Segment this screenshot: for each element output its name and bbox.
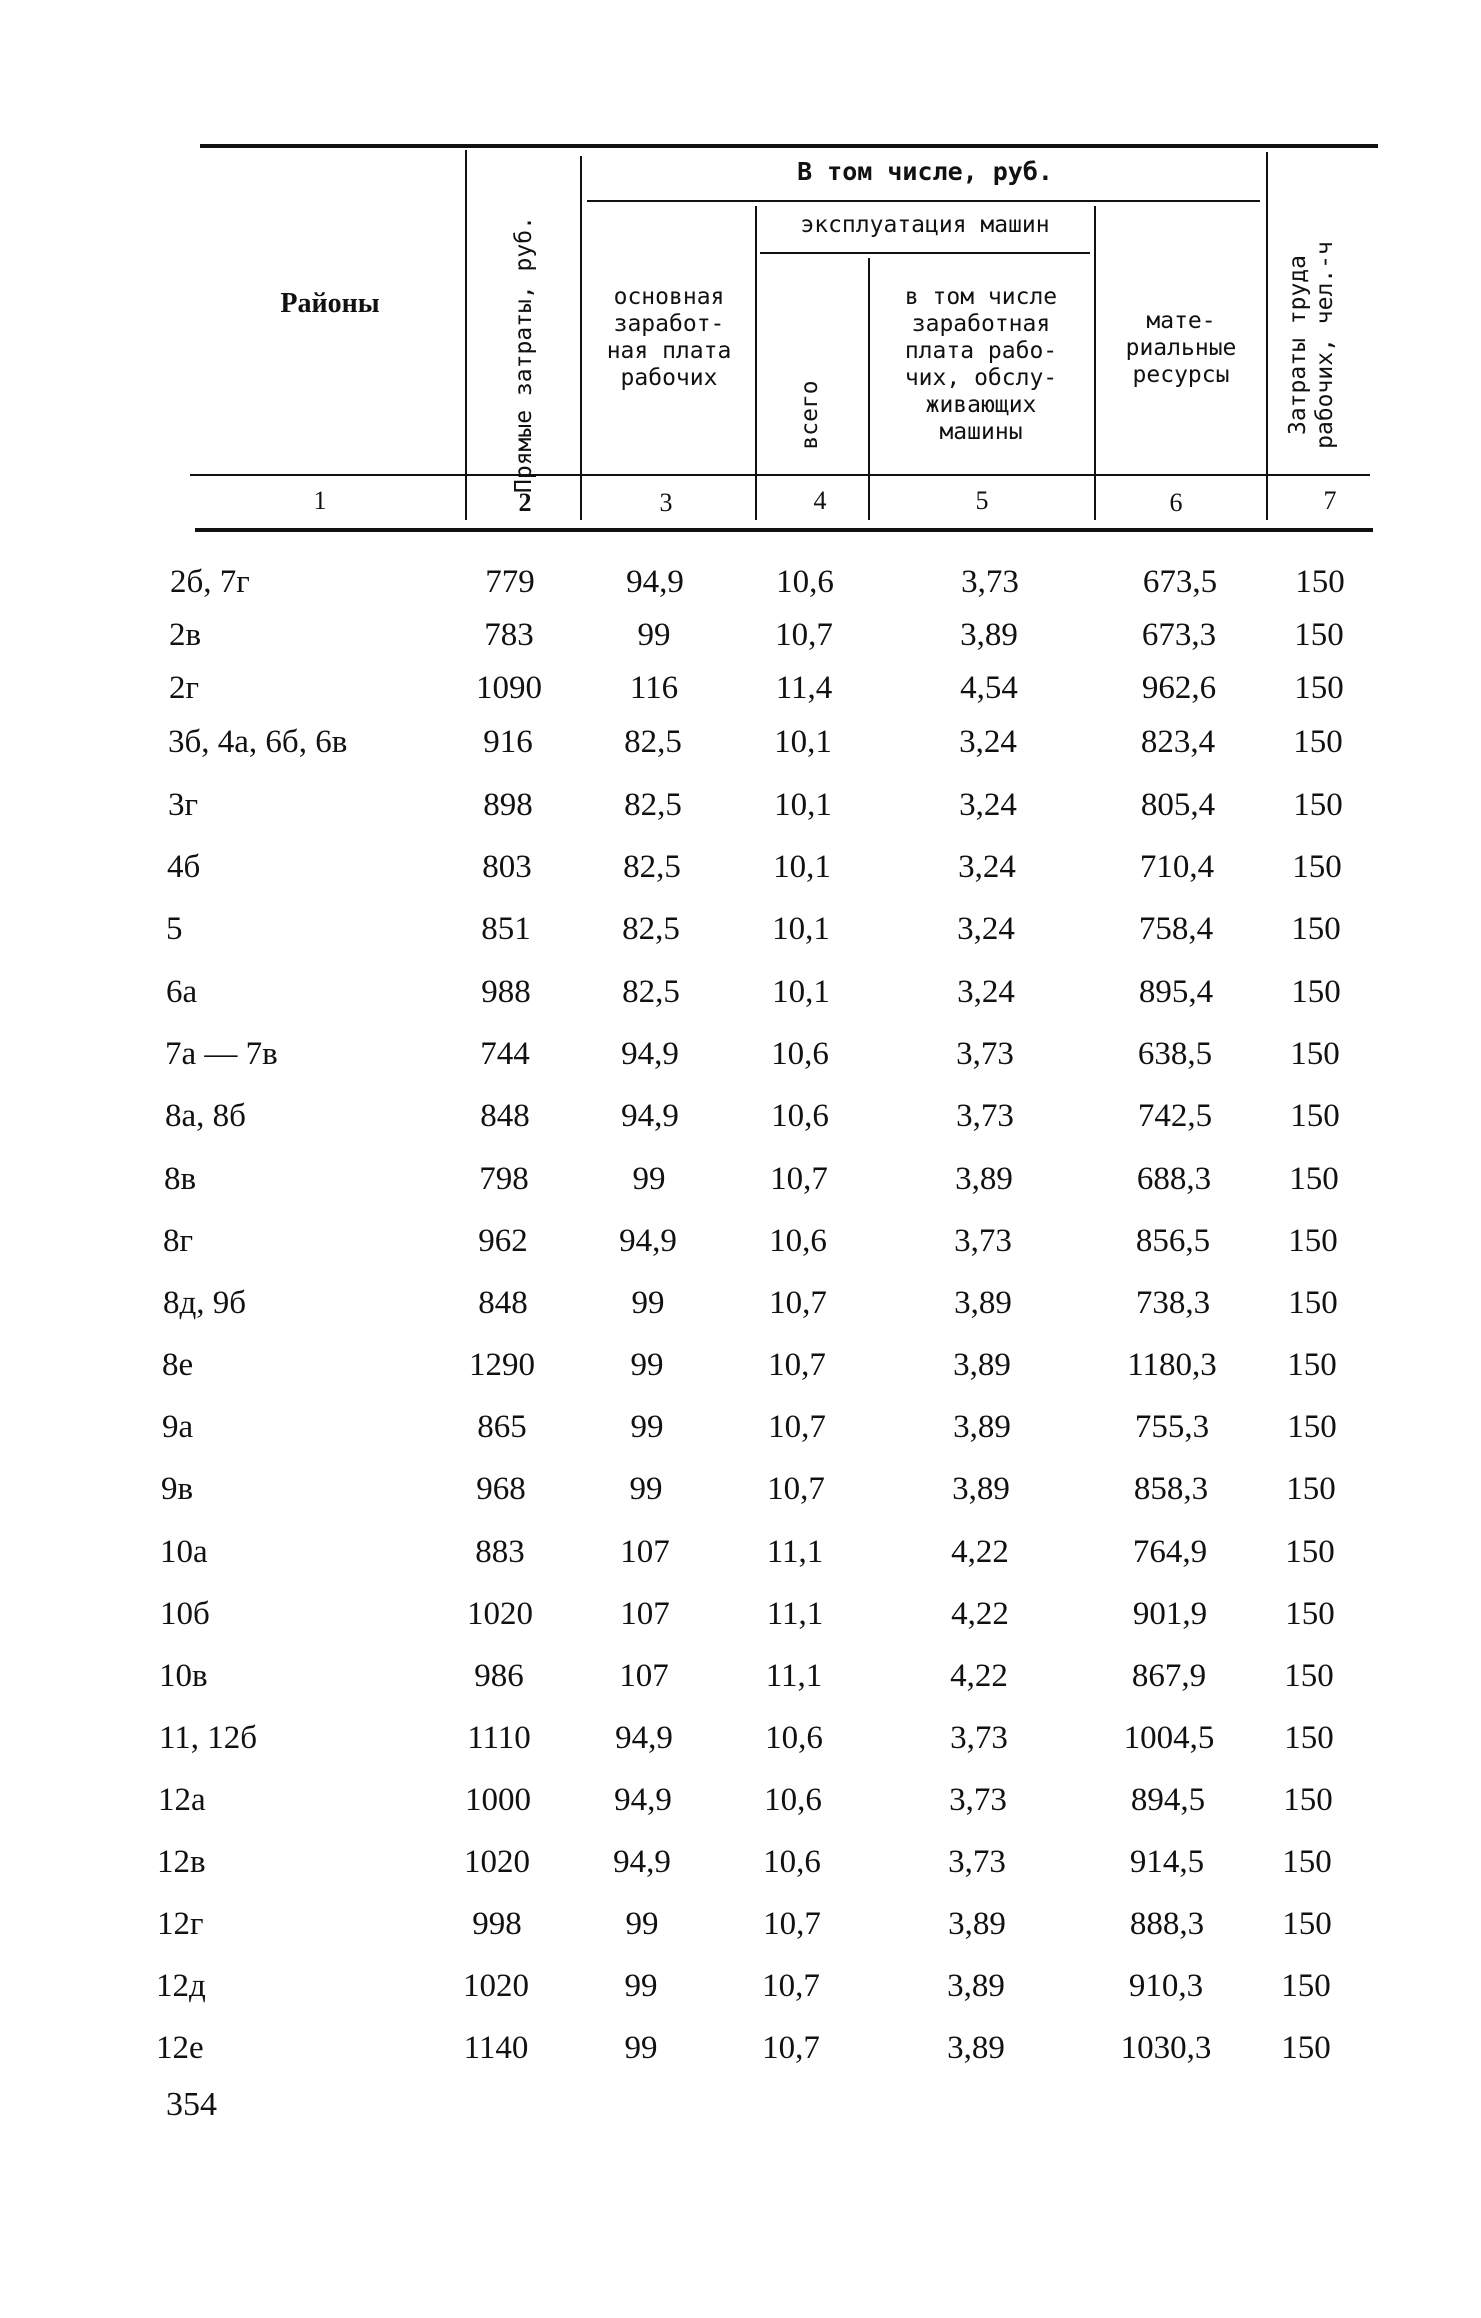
- cell-basic-wage: 99: [624, 1968, 658, 2004]
- cell-direct-costs: 744: [480, 1036, 530, 1072]
- cell-direct-costs: 1110: [467, 1720, 531, 1756]
- cell-machines-total: 10,7: [770, 1161, 828, 1197]
- cell-materials: 867,9: [1131, 1658, 1207, 1694]
- cell-basic-wage: 94,9: [613, 1844, 671, 1880]
- cell-materials: 856,5: [1135, 1223, 1211, 1259]
- header-including-group: В том числе, руб.: [797, 157, 1053, 186]
- cell-machines-wage: 3,89: [948, 1906, 1006, 1942]
- cell-basic-wage: 82,5: [622, 974, 680, 1010]
- cell-basic-wage: 107: [619, 1658, 669, 1694]
- cell-basic-wage: 94,9: [614, 1782, 672, 1818]
- cell-materials: 914,5: [1129, 1844, 1205, 1880]
- header-machines-wage-line: заработная: [911, 311, 1051, 337]
- cell-labor: 150: [1284, 1720, 1334, 1756]
- cell-machines-wage: 4,22: [951, 1534, 1009, 1570]
- cell-region: 10в: [159, 1658, 208, 1694]
- cell-machines-wage: 3,73: [956, 1036, 1014, 1072]
- cell-direct-costs: 998: [472, 1906, 522, 1942]
- cell-basic-wage: 99: [629, 1471, 663, 1507]
- header-divider-materials: [1094, 206, 1096, 520]
- cell-basic-wage: 94,9: [619, 1223, 677, 1259]
- header-basic-wage-line: рабочих: [620, 365, 718, 391]
- cell-materials: 742,5: [1137, 1098, 1213, 1134]
- cell-direct-costs: 898: [483, 787, 533, 823]
- cell-basic-wage: 82,5: [623, 849, 681, 885]
- cell-direct-costs: 798: [479, 1161, 529, 1197]
- cell-region: 12а: [158, 1782, 206, 1818]
- header-basic-wage: [586, 284, 752, 392]
- header-materials-line: риальные: [1125, 335, 1237, 361]
- cell-labor: 150: [1295, 564, 1345, 600]
- cell-materials: 688,3: [1136, 1161, 1212, 1197]
- cell-labor: 150: [1290, 1098, 1340, 1134]
- header-divider-direct: [580, 156, 582, 520]
- cell-machines-total: 10,7: [762, 2030, 820, 2066]
- header-divider-labor: [1266, 152, 1268, 520]
- cell-region: 8г: [163, 1223, 194, 1259]
- cell-labor: 150: [1284, 1658, 1334, 1694]
- header-machines-total: всего: [797, 380, 823, 450]
- cell-labor: 150: [1289, 1161, 1339, 1197]
- cell-basic-wage: 99: [630, 1409, 664, 1445]
- column-number: 6: [1169, 488, 1183, 517]
- cell-region: 11, 12б: [159, 1720, 258, 1756]
- cell-machines-wage: 4,22: [951, 1596, 1009, 1632]
- cell-direct-costs: 988: [481, 974, 531, 1010]
- cell-direct-costs: 851: [481, 911, 531, 947]
- cell-machines-total: 10,1: [774, 787, 832, 823]
- cell-machines-wage: 3,89: [947, 2030, 1005, 2066]
- cell-materials: 738,3: [1135, 1285, 1211, 1321]
- cell-labor: 150: [1282, 1906, 1332, 1942]
- header-materials-line: ресурсы: [1132, 362, 1230, 388]
- cell-direct-costs: 779: [485, 564, 535, 600]
- header-machine-operation: эксплуатация машин: [800, 212, 1050, 238]
- cell-materials: 962,6: [1141, 670, 1217, 706]
- cell-region: 10б: [160, 1596, 210, 1632]
- header-basic-wage-line: ная плата: [606, 338, 732, 364]
- header-divider-regions: [465, 150, 467, 520]
- cell-machines-total: 11,1: [765, 1658, 823, 1694]
- header-labor-line: Затраты труда: [1285, 255, 1311, 436]
- cell-basic-wage: 107: [620, 1596, 670, 1632]
- cell-labor: 150: [1294, 670, 1344, 706]
- cell-region: 8а, 8б: [165, 1098, 246, 1134]
- cell-region: 12в: [157, 1844, 206, 1880]
- cell-materials: 858,3: [1133, 1471, 1209, 1507]
- cell-region: 3б, 4а, 6б, 6в: [168, 724, 348, 760]
- cell-direct-costs: 865: [477, 1409, 527, 1445]
- header-machines-wage-line: в том числе: [904, 284, 1058, 310]
- cell-machines-total: 10,7: [775, 617, 833, 653]
- cell-machines-wage: 3,73: [961, 564, 1019, 600]
- cell-region: 12е: [156, 2030, 204, 2066]
- header-machines-wage: [872, 284, 1090, 446]
- cell-basic-wage: 99: [630, 1347, 664, 1383]
- cell-direct-costs: 803: [482, 849, 532, 885]
- cell-machines-wage: 3,24: [959, 724, 1017, 760]
- column-number: 3: [659, 488, 673, 517]
- cell-machines-wage: 3,89: [953, 1409, 1011, 1445]
- cell-machines-total: 10,6: [764, 1782, 822, 1818]
- cell-machines-wage: 3,24: [958, 849, 1016, 885]
- cell-direct-costs: 1020: [464, 1844, 530, 1880]
- including-group-underline: [587, 200, 1260, 202]
- cell-labor: 150: [1293, 787, 1343, 823]
- cell-basic-wage: 94,9: [626, 564, 684, 600]
- cell-basic-wage: 99: [625, 1906, 659, 1942]
- cell-basic-wage: 116: [629, 670, 679, 706]
- cell-materials: 888,3: [1129, 1906, 1205, 1942]
- cell-labor: 150: [1294, 617, 1344, 653]
- cell-materials: 1180,3: [1127, 1347, 1217, 1383]
- cell-region: 10а: [160, 1534, 208, 1570]
- cell-labor: 150: [1291, 974, 1341, 1010]
- column-number: 5: [975, 486, 989, 515]
- cell-machines-wage: 3,73: [954, 1223, 1012, 1259]
- cell-materials: 823,4: [1140, 724, 1216, 760]
- cell-basic-wage: 99: [632, 1161, 666, 1197]
- cell-region: 2в: [169, 617, 202, 653]
- cell-basic-wage: 99: [624, 2030, 658, 2066]
- cell-direct-costs: 986: [474, 1658, 524, 1694]
- machine-group-underline: [760, 252, 1090, 254]
- cell-machines-wage: 3,73: [949, 1782, 1007, 1818]
- cell-basic-wage: 107: [620, 1534, 670, 1570]
- cell-region: 9а: [162, 1409, 194, 1445]
- cell-basic-wage: 82,5: [624, 724, 682, 760]
- cell-region: 12д: [156, 1968, 206, 2004]
- cell-materials: 895,4: [1138, 974, 1214, 1010]
- cell-materials: 673,3: [1141, 617, 1217, 653]
- header-labor: [1285, 230, 1345, 460]
- cell-machines-wage: 4,22: [950, 1658, 1008, 1694]
- cell-materials: 673,5: [1142, 564, 1218, 600]
- cell-labor: 150: [1285, 1534, 1335, 1570]
- header-bottom-rule: [190, 474, 1370, 476]
- cell-basic-wage: 82,5: [622, 911, 680, 947]
- cell-machines-total: 10,1: [773, 849, 831, 885]
- cell-materials: 805,4: [1140, 787, 1216, 823]
- cell-region: 8д, 9б: [163, 1285, 247, 1321]
- header-materials: [1098, 308, 1264, 389]
- cell-machines-total: 10,6: [769, 1223, 827, 1259]
- cell-machines-total: 10,6: [771, 1036, 829, 1072]
- cell-materials: 1030,3: [1120, 2030, 1212, 2066]
- cell-region: 6а: [166, 974, 198, 1010]
- header-machines-wage-line: машины: [939, 419, 1023, 445]
- table-top-rule: [200, 144, 1378, 148]
- cell-materials: 910,3: [1128, 1968, 1204, 2004]
- cell-direct-costs: 916: [483, 724, 533, 760]
- cell-region: 9в: [161, 1471, 194, 1507]
- cell-direct-costs: 783: [484, 617, 534, 653]
- cell-machines-wage: 3,89: [955, 1161, 1013, 1197]
- header-machines-wage-line: чих, обслу-: [904, 365, 1058, 391]
- cell-region: 2б, 7г: [170, 564, 250, 600]
- cell-region: 8в: [164, 1161, 197, 1197]
- cell-machines-total: 10,7: [769, 1285, 827, 1321]
- cell-labor: 150: [1293, 724, 1343, 760]
- header-direct-costs: Прямые затраты, руб.: [511, 216, 537, 493]
- cell-basic-wage: 94,9: [615, 1720, 673, 1756]
- cell-labor: 150: [1288, 1285, 1338, 1321]
- cell-labor: 150: [1291, 911, 1341, 947]
- cell-machines-wage: 3,73: [956, 1098, 1014, 1134]
- cell-machines-total: 10,7: [762, 1968, 820, 2004]
- cell-machines-total: 11,4: [775, 670, 833, 706]
- cell-basic-wage: 99: [637, 617, 671, 653]
- cell-region: 3г: [168, 787, 199, 823]
- column-number: 1: [313, 486, 327, 515]
- cell-direct-costs: 848: [480, 1098, 530, 1134]
- cell-labor: 150: [1281, 1968, 1331, 2004]
- cell-direct-costs: 1000: [465, 1782, 531, 1818]
- column-number: 7: [1323, 486, 1337, 515]
- header-machines-wage-line: плата рабо-: [904, 338, 1058, 364]
- cell-labor: 150: [1286, 1471, 1336, 1507]
- header-basic-wage-line: заработ-: [613, 311, 725, 337]
- header-labor-line: рабочих, чел.-ч: [1312, 241, 1338, 449]
- cell-labor: 150: [1281, 2030, 1331, 2066]
- column-number: 4: [813, 486, 827, 515]
- cell-machines-total: 10,7: [767, 1471, 825, 1507]
- cell-basic-wage: 82,5: [624, 787, 682, 823]
- cell-machines-wage: 3,24: [959, 787, 1017, 823]
- header-divider-machines: [868, 258, 870, 520]
- cell-machines-wage: 3,89: [953, 1347, 1011, 1383]
- cell-machines-total: 10,7: [763, 1906, 821, 1942]
- cell-machines-total: 10,7: [768, 1409, 826, 1445]
- cell-machines-wage: 3,89: [947, 1968, 1005, 2004]
- cell-machines-total: 10,1: [772, 911, 830, 947]
- cell-machines-total: 10,7: [768, 1347, 826, 1383]
- page-number: 354: [166, 2086, 217, 2123]
- cell-direct-costs: 1020: [463, 1968, 529, 2004]
- cell-labor: 150: [1287, 1409, 1337, 1445]
- cell-region: 12г: [157, 1906, 204, 1942]
- header-divider-wage: [755, 206, 757, 520]
- cell-region: 5: [166, 911, 183, 947]
- cell-labor: 150: [1288, 1223, 1338, 1259]
- cell-materials: 758,4: [1138, 911, 1214, 947]
- cell-direct-costs: 1020: [467, 1596, 533, 1632]
- cell-basic-wage: 94,9: [621, 1036, 679, 1072]
- cell-materials: 638,5: [1137, 1036, 1213, 1072]
- cell-materials: 901,9: [1132, 1596, 1208, 1632]
- cell-materials: 710,4: [1139, 849, 1215, 885]
- cell-basic-wage: 99: [631, 1285, 665, 1321]
- cell-direct-costs: 962: [478, 1223, 528, 1259]
- cell-direct-costs: 848: [478, 1285, 528, 1321]
- cell-machines-total: 10,6: [763, 1844, 821, 1880]
- header-regions: Районы: [280, 288, 380, 319]
- cell-labor: 150: [1287, 1347, 1337, 1383]
- cell-machines-wage: 3,73: [950, 1720, 1008, 1756]
- cell-direct-costs: 1290: [469, 1347, 535, 1383]
- cell-labor: 150: [1292, 849, 1342, 885]
- cell-region: 4б: [167, 849, 201, 885]
- header-machines-wage-line: живающих: [925, 392, 1037, 418]
- cell-machines-total: 11,1: [766, 1596, 824, 1632]
- cell-machines-total: 10,1: [772, 974, 830, 1010]
- cell-machines-wage: 3,73: [948, 1844, 1006, 1880]
- cell-materials: 764,9: [1132, 1534, 1208, 1570]
- cell-direct-costs: 883: [475, 1534, 525, 1570]
- cell-machines-wage: 3,24: [957, 911, 1015, 947]
- cell-machines-wage: 3,24: [957, 974, 1015, 1010]
- cell-region: 2г: [169, 670, 200, 706]
- cell-machines-wage: 3,89: [960, 617, 1018, 653]
- cell-basic-wage: 94,9: [621, 1098, 679, 1134]
- cell-machines-total: 10,6: [771, 1098, 829, 1134]
- cell-region: 8е: [162, 1347, 194, 1383]
- cell-materials: 755,3: [1134, 1409, 1210, 1445]
- cell-materials: 1004,5: [1123, 1720, 1215, 1756]
- cell-materials: 894,5: [1130, 1782, 1206, 1818]
- cell-machines-wage: 4,54: [960, 670, 1018, 706]
- column-number: 2: [518, 488, 532, 517]
- header-basic-wage-line: основная: [613, 284, 725, 310]
- cell-machines-total: 10,6: [776, 564, 834, 600]
- cell-labor: 150: [1282, 1844, 1332, 1880]
- table-header-bottom-rule: [195, 528, 1373, 532]
- cell-direct-costs: 1090: [476, 670, 542, 706]
- cell-machines-total: 11,1: [766, 1534, 824, 1570]
- cell-direct-costs: 1140: [463, 2030, 529, 2066]
- cell-machines-total: 10,6: [765, 1720, 823, 1756]
- header-materials-line: мате-: [1146, 308, 1216, 334]
- cell-machines-wage: 3,89: [952, 1471, 1010, 1507]
- cell-region: 7а — 7в: [165, 1036, 278, 1072]
- cell-machines-total: 10,1: [774, 724, 832, 760]
- cell-labor: 150: [1290, 1036, 1340, 1072]
- cell-labor: 150: [1283, 1782, 1333, 1818]
- cell-direct-costs: 968: [476, 1471, 526, 1507]
- cell-machines-wage: 3,89: [954, 1285, 1012, 1321]
- cell-labor: 150: [1285, 1596, 1335, 1632]
